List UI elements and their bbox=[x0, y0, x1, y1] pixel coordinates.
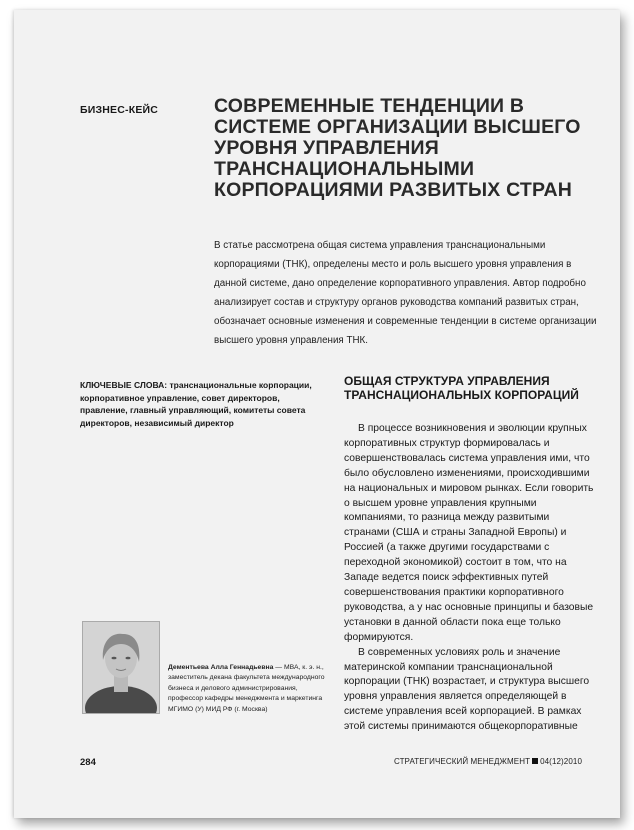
paragraph: В процессе возникновения и эволюции крупных корпоративных структур формировалась и совершенствовалась система управления ими, что было обусловлено изменениями, происходившими на национальных и мировом рынках. Если говорить о высшем уровне управления крупными компаниями, то разница между развитыми странами (США и страны Западной Европы) и Россией (а также другими государствами с переходной экономикой) состоит в том, что на Западе ведется поиск эффективных путей совершенствования практики корпоративного руководства, а у нас основные принципы и базовые установки в данной области пока еще только формируются. bbox=[344, 423, 594, 643]
body-text bbox=[344, 422, 594, 735]
journal-name: СТРАТЕГИЧЕСКИЙ МЕНЕДЖМЕНТ bbox=[393, 757, 531, 766]
rubric-label: БИЗНЕС-КЕЙС bbox=[80, 104, 159, 116]
square-bullet-icon bbox=[532, 758, 538, 764]
keywords-block: КЛЮЧЕВЫЕ СЛОВА: транснациональные корпорации, корпоративное управление, совет директоров, правление, главный управляющий, комитеты совета директоров, независимый директор bbox=[80, 380, 312, 428]
paragraph: В современных условиях роль и значение материнской компании транснациональной корпорации (ТНК) возрастает, и структура высшего уровня управления является определяющей в системе управления всей корпорацией. В рамках этой системы принимаются общекорпоративные bbox=[344, 646, 590, 733]
author-photo bbox=[82, 621, 160, 714]
author-name: Дементьева Алла Геннадьевна bbox=[168, 664, 274, 671]
journal-issue: 04(12)2010 bbox=[540, 757, 582, 766]
magazine-page bbox=[14, 10, 620, 818]
portrait-image bbox=[83, 622, 159, 713]
author-bio: — МВА, к. э. н., заместитель декана факультета международного бизнеса и делового администрирования, профессор кафедры менеджмента и маркетинга МГИМО (У) МИД РФ (г. Москва) bbox=[168, 664, 325, 713]
journal-footer bbox=[394, 757, 582, 766]
author-info bbox=[168, 663, 328, 715]
article-title: СОВРЕМЕННЫЕ ТЕНДЕНЦИИ В СИСТЕМЕ ОРГАНИЗАЦИИ ВЫСШЕГО УРОВНЯ УПРАВЛЕНИЯ ТРАНСНАЦИОНАЛЬНЫМИ КОРПОРАЦИЯМИ РАЗВИТЫХ СТРАН bbox=[214, 95, 581, 201]
section-heading: ОБЩАЯ СТРУКТУРА УПРАВЛЕНИЯ ТРАНСНАЦИОНАЛЬНЫХ КОРПОРАЦИЙ bbox=[344, 374, 579, 402]
article-abstract: В статье рассмотрена общая система управления транснациональными корпорациями (ТНК), определены место и роль высшего уровня управления в данной системе, дано определение корпоративного управления. Автор подробно анализирует состав и структуру органов руководства компаний развитых стран, обозначает основные изменения и современные тенденции в системе организации высшего уровня управления ТНК. bbox=[214, 240, 597, 346]
page-number: 284 bbox=[80, 757, 96, 768]
